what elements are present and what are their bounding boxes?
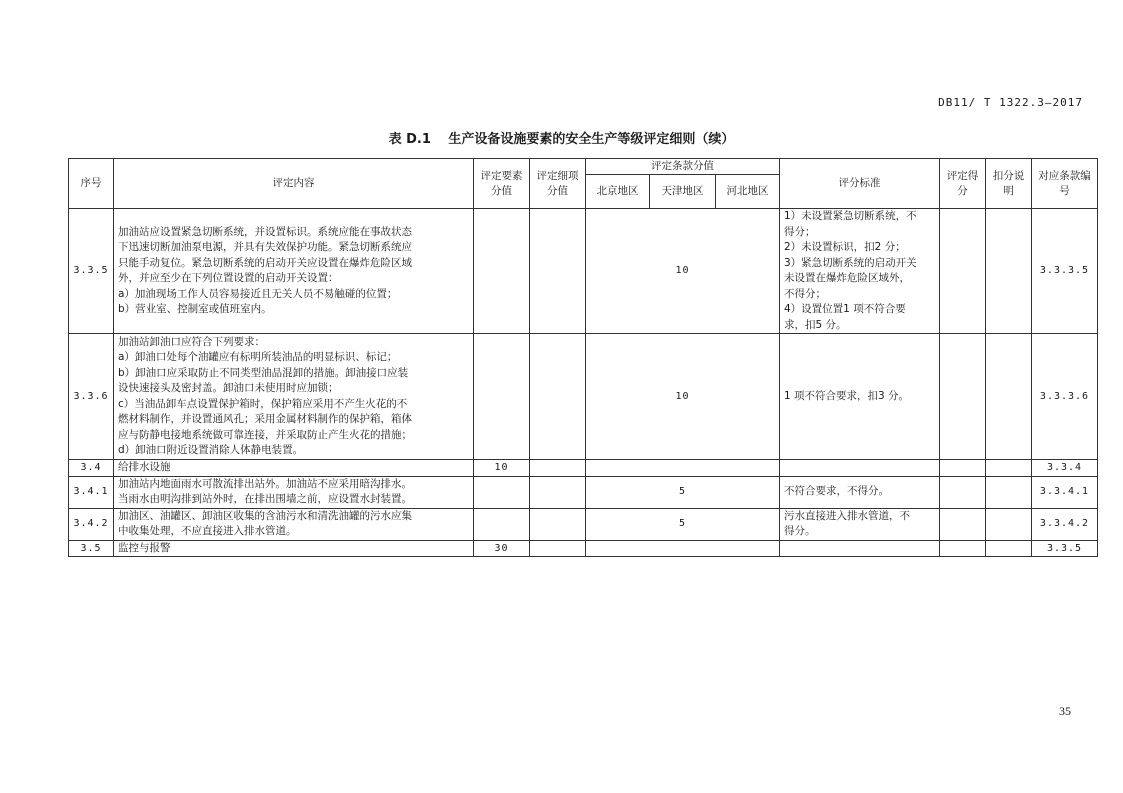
row-clause-number: 3.3.3.5: [1032, 209, 1098, 334]
table-title: 表 D.1 生产设备设施要素的安全生产等级评定细则（续）: [388, 132, 735, 147]
row-content: [114, 460, 474, 477]
row-item-score: [530, 540, 586, 557]
row-clause-score: [586, 460, 780, 477]
row-criteria: [780, 540, 940, 557]
row-seq: 3.4: [69, 460, 114, 477]
table-row: [69, 209, 1098, 334]
row-score: [940, 209, 986, 334]
row-element-score: 30: [474, 540, 530, 557]
row-clause-score: 10: [586, 209, 780, 334]
row-content: [114, 209, 474, 334]
row-item-score: [530, 209, 586, 334]
row-clause-score: 10: [586, 334, 780, 460]
row-item-score: [530, 476, 586, 508]
row-element-score: [474, 209, 530, 334]
row-deduction: [986, 209, 1032, 334]
text-line: 3）紧急切断系统的启动开关: [784, 256, 917, 269]
row-item-score: [530, 508, 586, 540]
text-line: 污水直接进入排水管道，不: [784, 509, 910, 522]
row-clause-number: 3.3.4: [1032, 460, 1098, 477]
text-line: 给排水设施: [118, 461, 171, 473]
text-line: 外，并应至少在下列位置设置的启动开关设置：: [118, 272, 339, 284]
header-beijing: 北京地区: [586, 175, 650, 209]
row-deduction: [986, 334, 1032, 460]
text-line: 得分。: [784, 525, 816, 537]
header-item-score: 评定细项分值: [530, 159, 586, 209]
header-tianjin: 天津地区: [650, 175, 716, 209]
row-criteria: [780, 508, 940, 540]
text-line: 不符合要求，不得分。: [784, 485, 889, 498]
text-line: b）卸油口应采取防止不同类型油品混卸的措施。卸油接口应装: [118, 366, 409, 379]
text-line: 加油站内地面雨水可散流排出站外。加油站不应采用暗沟排水。: [118, 477, 412, 490]
row-deduction: [986, 476, 1032, 508]
text-line: 加油站应设置紧急切断系统，并设置标识。系统应能在事故状态: [118, 225, 412, 238]
header-deduction: 扣分说明: [986, 159, 1032, 209]
row-seq: 3.4.2: [69, 508, 114, 540]
text-line: 1 项不符合要求，扣3 分。: [784, 389, 910, 402]
text-line: 下迅速切断加油泵电源，并具有失效保护功能。紧急切断系统应: [118, 241, 412, 253]
row-score: [940, 334, 986, 460]
row-clause-number: 3.3.3.6: [1032, 334, 1098, 460]
row-element-score: [474, 476, 530, 508]
row-element-score: 10: [474, 460, 530, 477]
table-row: [69, 540, 1098, 557]
header-clause-number: 对应条款编号: [1032, 159, 1098, 209]
header-criteria: 评分标准: [780, 159, 940, 209]
evaluation-table: [68, 158, 1098, 557]
text-line: d）卸油口附近设置消除人体静电装置。: [118, 444, 304, 456]
row-seq: 3.4.1: [69, 476, 114, 508]
header-content: 评定内容: [114, 159, 474, 209]
text-line: 加油站卸油口应符合下列要求：: [118, 335, 265, 348]
header-score: 评定得分: [940, 159, 986, 209]
text-line: c）当油品卸车点设置保护箱时，保护箱应采用不产生火花的不: [118, 397, 408, 410]
row-content: [114, 508, 474, 540]
row-score: [940, 476, 986, 508]
row-clause-number: 3.3.5: [1032, 540, 1098, 557]
row-deduction: [986, 540, 1032, 557]
text-line: 得分；: [784, 225, 816, 238]
row-seq: 3.3.5: [69, 209, 114, 334]
row-score: [940, 460, 986, 477]
row-clause-score: [586, 540, 780, 557]
row-score: [940, 540, 986, 557]
header-element-score: 评定要素分值: [474, 159, 530, 209]
document-code: DB11/ T 1322.3—2017: [938, 96, 1083, 109]
table-row: [69, 508, 1098, 540]
text-line: 1）未设置紧急切断系统，不: [784, 210, 917, 222]
text-line: 未设置在爆炸危险区域外，: [784, 272, 910, 284]
text-line: a）加油现场工作人员容易接近且无关人员不易触碰的位置；: [118, 287, 398, 300]
text-line: 不得分；: [784, 287, 826, 300]
text-line: 求，扣5 分。: [784, 318, 847, 331]
text-line: 2）未设置标识，扣2 分；: [784, 241, 906, 253]
text-line: 监控与报警: [118, 541, 171, 554]
page-number: 35: [1059, 704, 1071, 718]
table-row: [69, 476, 1098, 508]
row-content: [114, 476, 474, 508]
row-deduction: [986, 508, 1032, 540]
row-criteria: [780, 334, 940, 460]
text-line: 设快速接头及密封盖。卸油口未使用时应加锁；: [118, 382, 339, 394]
row-content: [114, 540, 474, 557]
row-seq: 3.3.6: [69, 334, 114, 460]
table-body: [69, 209, 1098, 557]
table-row: [69, 460, 1098, 477]
header-seq: 序号: [69, 159, 114, 209]
row-clause-number: 3.3.4.1: [1032, 476, 1098, 508]
text-line: 4）设置位置1 项不符合要: [784, 303, 906, 315]
text-line: b）营业室、控制室或值班室内。: [118, 303, 272, 315]
row-clause-score: 5: [586, 476, 780, 508]
text-line: 当雨水由明沟排到站外时，在排出围墙之前，应设置水封装置。: [118, 493, 412, 505]
header-hebei: 河北地区: [716, 175, 780, 209]
row-criteria: [780, 460, 940, 477]
row-seq: 3.5: [69, 540, 114, 557]
row-criteria: [780, 476, 940, 508]
text-line: 应与防静电接地系统做可靠连接，并采取防止产生火花的措施；: [118, 428, 412, 441]
row-score: [940, 508, 986, 540]
row-item-score: [530, 460, 586, 477]
header-clause-score-group: 评定条款分值: [586, 159, 780, 175]
row-element-score: [474, 508, 530, 540]
text-line: 加油区、油罐区、卸油区收集的含油污水和清洗油罐的污水应集: [118, 509, 412, 522]
text-line: 只能手动复位。紧急切断系统的启动开关应设置在爆炸危险区域: [118, 256, 412, 269]
text-line: 燃材料制作，并设置通风孔；采用金属材料制作的保护箱，箱体: [118, 413, 412, 425]
row-item-score: [530, 334, 586, 460]
text-line: 中收集处理，不应直接进入排水管道。: [118, 525, 297, 537]
table-header: [69, 159, 1098, 209]
row-clause-number: 3.3.4.2: [1032, 508, 1098, 540]
row-clause-score: 5: [586, 508, 780, 540]
row-criteria: [780, 209, 940, 334]
row-content: [114, 334, 474, 460]
table-row: [69, 334, 1098, 460]
row-deduction: [986, 460, 1032, 477]
row-element-score: [474, 334, 530, 460]
text-line: a）卸油口处每个油罐应有标明所装油品的明显标识、标记；: [118, 351, 398, 363]
